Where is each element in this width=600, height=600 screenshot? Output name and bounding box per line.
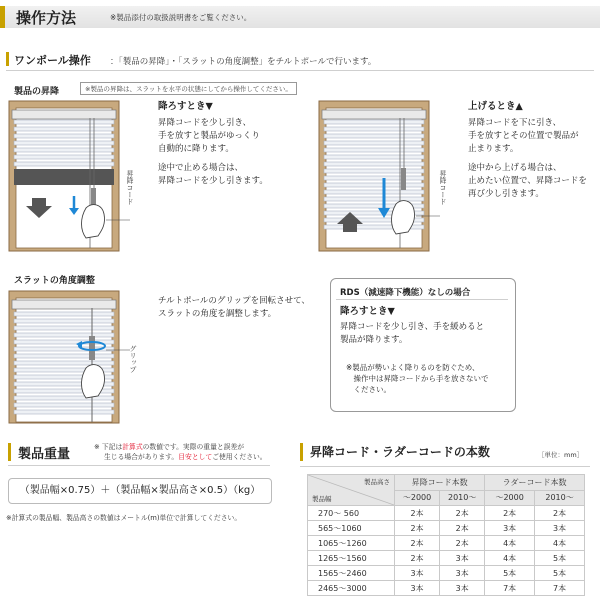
raise-line: 止めたい位置で、昇降コードを (468, 176, 587, 186)
slat-line: スラットの角度を調整します。 (158, 309, 277, 319)
table-row (308, 551, 585, 566)
slat-line: チルトポールのグリップを回転させて、 (158, 296, 310, 306)
group-header-lift: 昇降コード本数 (395, 475, 485, 491)
rds-warning-line: 操作中は昇降コードから手を放さないで (346, 374, 489, 383)
cord-count-unit: ［単位：mm］ (538, 451, 584, 459)
one-pole-title: ワンポール操作 (14, 54, 91, 67)
header-bar (0, 6, 600, 28)
lower-line: 昇降コードを少し引き、 (158, 118, 252, 128)
header-note: ※製品添付の取扱説明書をご覧ください。 (110, 13, 252, 22)
weight-note-text: ご使用ください。 (212, 453, 267, 461)
row-size: 1565～2460 (308, 566, 395, 581)
divider (6, 70, 594, 71)
rds-heading: 降ろすとき▼ (340, 306, 395, 317)
rds-warning (346, 362, 489, 395)
cell: 2本 (395, 521, 440, 536)
row-size: 565～1060 (308, 521, 395, 536)
cell: 3本 (440, 551, 485, 566)
row-size: 1265～1560 (308, 551, 395, 566)
weight-note-red: 目安として (178, 453, 213, 461)
group-header-ladder: ラダーコード本数 (485, 475, 585, 491)
table-row (308, 566, 585, 581)
grip-label: グリップ (129, 345, 137, 373)
rds-desc (340, 321, 484, 347)
sub-header: 2010～ (440, 490, 485, 506)
raise-line: 途中から上げる場合は、 (468, 163, 562, 173)
lower-line: 自動的に降ります。 (158, 144, 234, 154)
cell: 3本 (395, 581, 440, 596)
rds-warning-line: ください。 (346, 385, 391, 394)
cell: 4本 (535, 536, 585, 551)
row-size: 270～ 560 (308, 506, 395, 521)
table-row (308, 506, 585, 521)
cell: 3本 (440, 566, 485, 581)
rds-divider (336, 299, 508, 300)
one-pole-desc: ：「製品の昇降」・「スラットの角度調整」をチルトポールで行います。 (110, 57, 377, 67)
lower-line: 途中で止める場合は、 (158, 163, 244, 173)
raise-line: 手を放すとその位置で製品が (468, 131, 579, 141)
slat-angle-desc (158, 295, 310, 321)
cell: 4本 (485, 551, 535, 566)
table-row (308, 536, 585, 551)
cell: 2本 (440, 521, 485, 536)
weight-divider (8, 465, 270, 466)
sub-header: ～2000 (395, 490, 440, 506)
cell: 3本 (535, 521, 585, 536)
weight-note-text: ※ 下記は (94, 443, 123, 451)
lower-desc (158, 117, 268, 188)
table-row (308, 521, 585, 536)
sub-header: ～2000 (485, 490, 535, 506)
cell: 2本 (440, 536, 485, 551)
cell: 2本 (395, 551, 440, 566)
weight-note-text: 生じる場合があります。 (104, 453, 179, 461)
weight-footnote: ※計算式の製品幅、製品高さの数値はメートル(m)単位で計算してください。 (6, 514, 242, 522)
raise-heading: 上げるとき▲ (468, 101, 523, 112)
header-accent (0, 6, 5, 28)
cell: 3本 (485, 521, 535, 536)
raise-line: 昇降コードを下に引き、 (468, 118, 562, 128)
cell: 2本 (535, 506, 585, 521)
raise-desc (468, 117, 587, 201)
corner-bottom-label: 製品幅 (312, 495, 332, 503)
weight-formula: （製品幅×0.75）＋（製品幅×製品高さ×0.5）（kg） (8, 478, 272, 504)
weight-note-red: 計算式 (122, 443, 143, 451)
cord-count-accent (300, 443, 303, 461)
cell: 5本 (485, 566, 535, 581)
raise-line: 再び少し引きます。 (468, 189, 544, 199)
corner-top-label: 製品高さ (364, 478, 390, 486)
cord-count-table (307, 474, 585, 596)
weight-note (94, 442, 267, 462)
slat-angle-title: スラットの角度調整 (14, 276, 95, 286)
rds-line: 製品が降ります。 (340, 335, 408, 345)
rds-title: RDS（減速降下機能）なしの場合 (340, 288, 471, 298)
sub-header: 2010～ (535, 490, 585, 506)
cell: 2本 (395, 536, 440, 551)
rds-warning-line: ※製品が勢いよく降りるのを防ぐため、 (346, 363, 480, 372)
lower-line: 手を放すと製品がゆっくり (158, 131, 260, 141)
cell: 5本 (535, 566, 585, 581)
raise-lower-title: 製品の昇降 (14, 87, 60, 97)
lower-line: 昇降コードを少し引きます。 (158, 176, 268, 186)
page-title: 操作方法 (16, 9, 77, 27)
cell: 7本 (535, 581, 585, 596)
cell: 2本 (395, 506, 440, 521)
cord-count-title: 昇降コード・ラダーコードの本数 (310, 445, 490, 459)
cell: 3本 (395, 566, 440, 581)
lower-cord-label: 昇降コード (126, 170, 134, 205)
table-corner-cell (308, 475, 395, 506)
raise-line: 止まります。 (468, 144, 519, 154)
row-size: 1065～1260 (308, 536, 395, 551)
weight-note-text: の数値です。実際の重量と誤差が (142, 443, 245, 451)
cell: 7本 (485, 581, 535, 596)
row-size: 2465～3000 (308, 581, 395, 596)
one-pole-accent (6, 52, 9, 66)
cell: 4本 (485, 536, 535, 551)
cell: 3本 (440, 581, 485, 596)
rds-line: 昇降コードを少し引き、手を緩めると (340, 322, 485, 332)
cord-count-divider (300, 466, 590, 467)
cell: 2本 (440, 506, 485, 521)
table-row (308, 581, 585, 596)
weight-accent (8, 443, 11, 461)
lower-heading: 降ろすとき▼ (158, 101, 213, 112)
raise-cord-label: 昇降コード (439, 170, 447, 205)
cell: 5本 (535, 551, 585, 566)
cell: 2本 (485, 506, 535, 521)
weight-title: 製品重量 (18, 447, 71, 462)
raise-lower-note: ※製品の昇降は、スラットを水平の状態にしてから操作してください。 (80, 82, 297, 95)
